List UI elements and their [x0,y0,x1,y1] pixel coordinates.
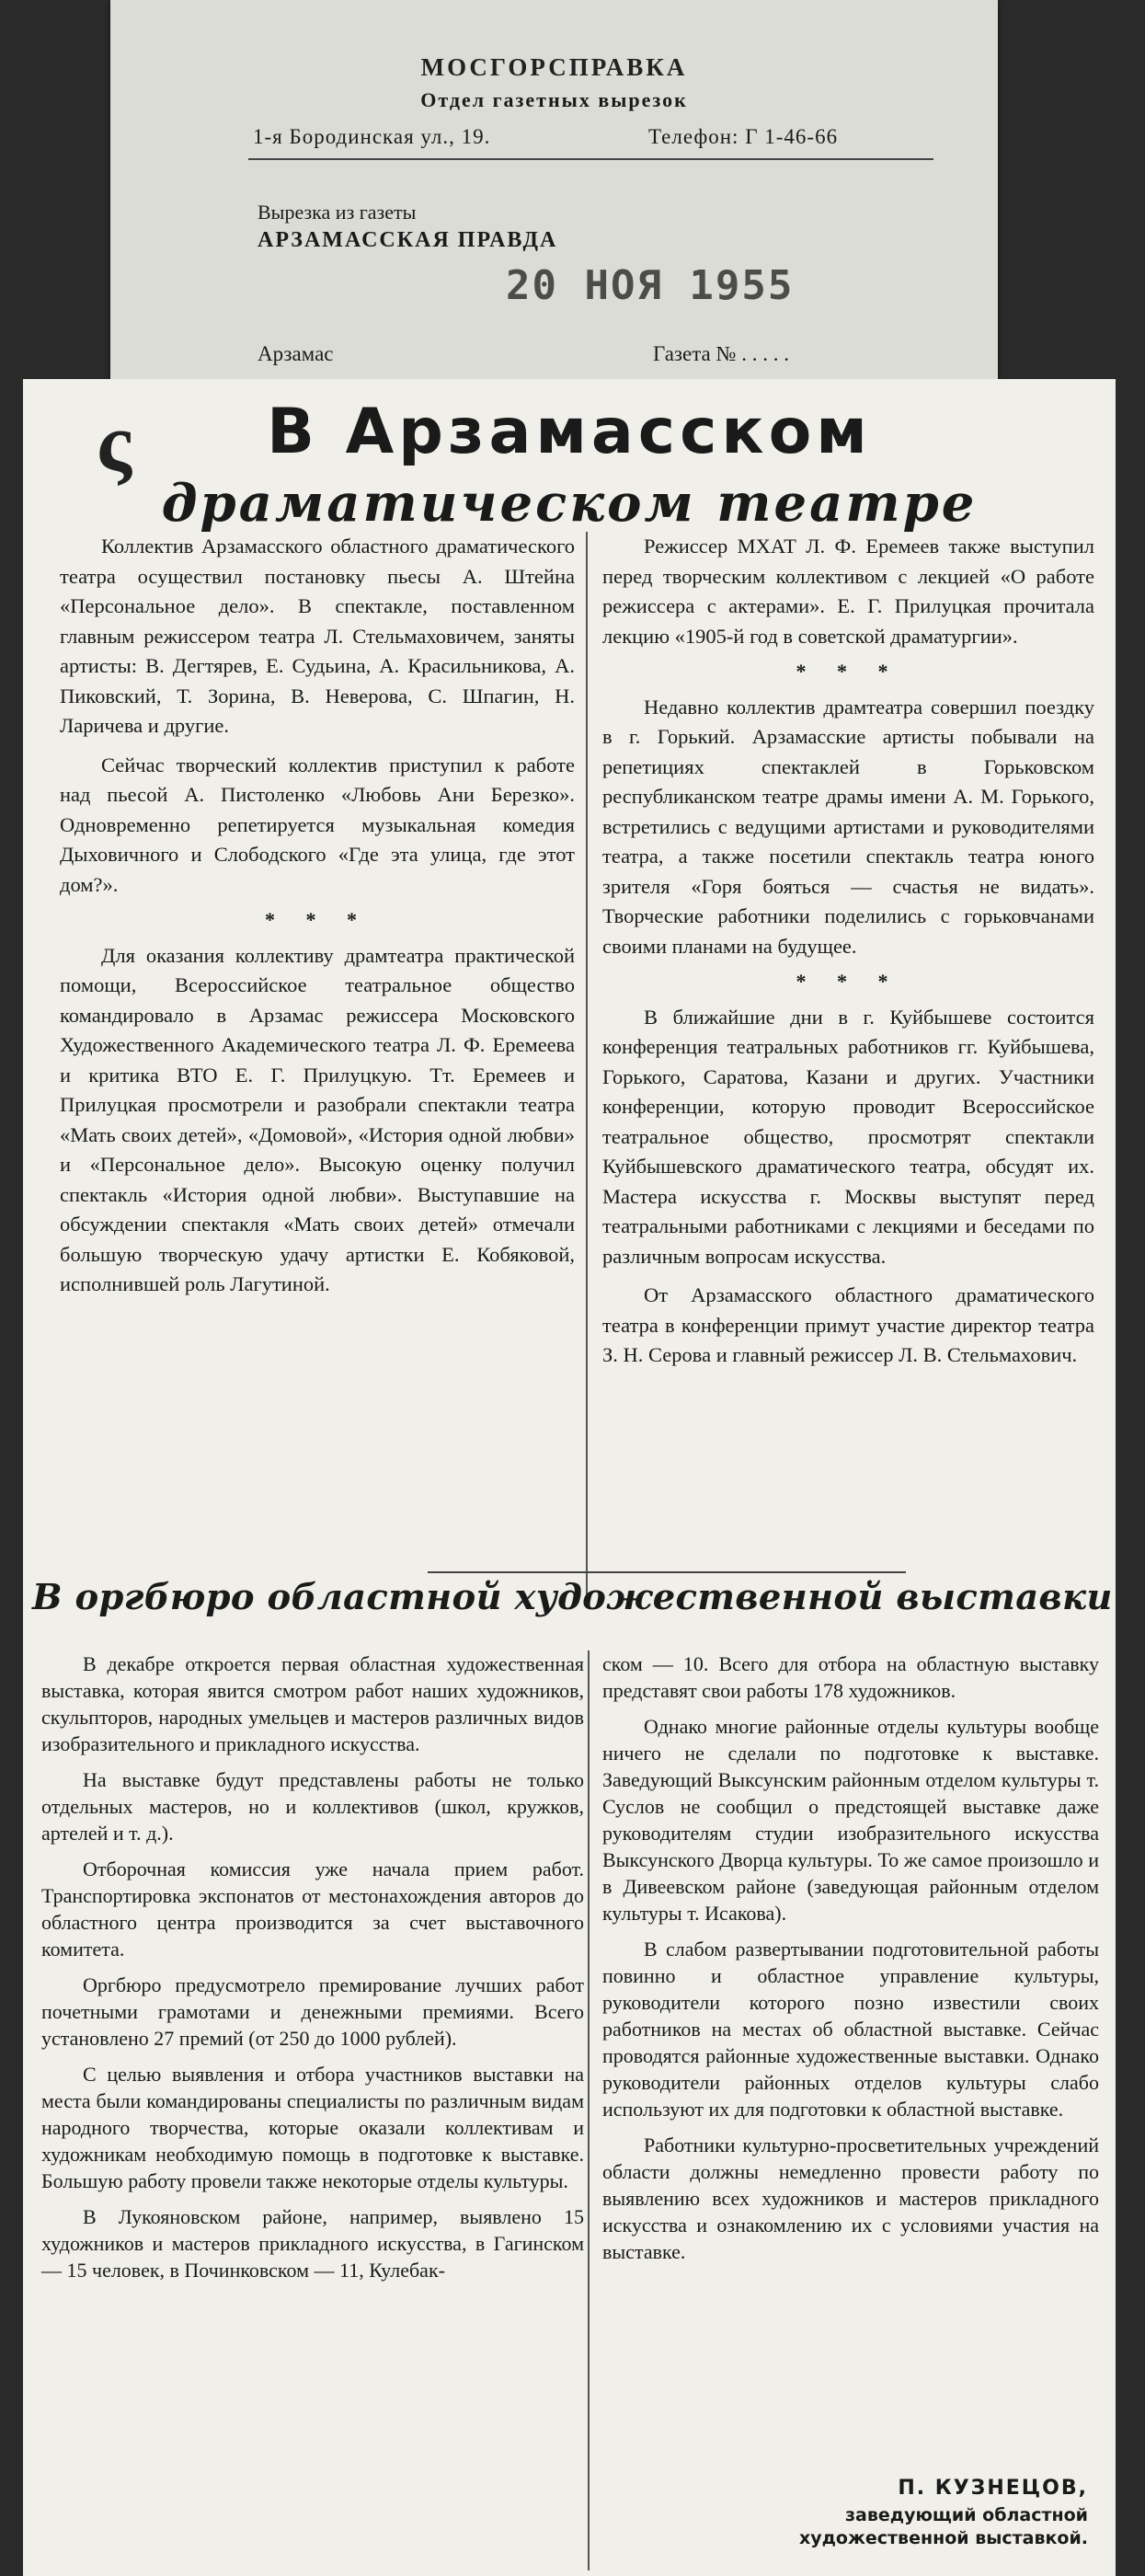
article1-title-line1: В Арзамасском [267,396,872,468]
clipping-from-label: Вырезка из газеты [258,201,417,224]
article-divider [428,1571,906,1573]
pencil-mark: ς [97,397,132,489]
article1-right-column [602,532,1094,1380]
section-separator: * * * [796,660,901,683]
paragraph: От Арзамасского областного драматического театра в конференции примут участие директор театра З. Н. Серова и главный режиссер Л. В. Стельмахович. [602,1283,1094,1366]
section-separator: * * * [796,970,901,993]
header-divider [248,158,933,160]
paragraph: Отборочная комиссия уже начала прием работ. Транспортировка экспонатов от местонахождения авторов до областного центра производится за счет выставочного комитета. [41,1857,584,1961]
paragraph: В декабре откроется первая областная художественная выставка, которая явится смотром работ наших художников, скульпторов, народных умельцев и мастеров различных видов изобразительного и прикладного искусства. [41,1652,584,1755]
city-label: Арзамас [258,342,334,365]
paragraph: В слабом развертывании подготовительной работы повинно и областное управление культуры, руководители которого позно известили своих работников на местах об областной выставке. Сейчас проводятся районные художественные выставки. Однако руководители районных отделов культуры слабо используют их для подготовки к областной выставке. [602,1938,1099,2121]
column-divider [588,1650,590,2570]
newspaper-clipping [23,379,1116,2576]
paragraph: В ближайшие дни в г. Куйбышеве состоится конференция театральных работников гг. Куйбышева, Горького, Саратова, Казани и других. Участники конференции, которую проводит Всероссийское театральное общество, просмотрят спектакли Куйбышевского драматического театра, обсудят их. Мастера искусства г. Москвы выступят перед театральными работниками с лекциями и беседами по различным вопросам искусства. [602,1005,1094,1268]
bureau-address: 1-я Бородинская ул., 19. [253,125,491,148]
bureau-phone: Телефон: Г 1-46-66 [648,125,839,148]
newspaper-number-label: Газета № . . . . . [653,342,789,365]
paragraph: Однако многие районные отделы культуры вообще ничего не сделали по подготовке к выставке. Заведующий Выксунским районным отделом культуры т. Суслов не сообщил о предстоящей выставке даже руководителям студии изобразительного искусства Выксунского Дворца культуры. То же самое произошло и в Дивеевском районе (заведующая районным отделом культуры т. Исакова). [602,1715,1099,1925]
paragraph: Недавно коллектив драмтеатра совершил поездку в г. Горький. Арзамасские артисты побывали на репетициях спектаклей в Горьковском республиканском театре драмы имени А. М. Горького, встретились с ведущими артистами и руководителями театра, а также посетили спектакль театра юного зрителя «Горя бояться — счастья не видать». Творческие работники поделились с горьковчанами своими планами на будущее. [602,695,1094,958]
section-separator: * * * [265,908,370,931]
date-stamp: 20 НОЯ 1955 [506,262,795,309]
paragraph: Работники культурно-просветительных учреждений области должны немедленно провести работу по выявлению всех художников и мастеров прикладного искусства и ознакомлению их с условиями участия на выставке. [602,2133,1099,2263]
paragraph: Коллектив Арзамасского областного драматического театра осуществил постановку пьесы А. Штейна «Персональное дело». В спектакле, поставленном главным режиссером театра Л. Стельмаховичем, заняты артисты: В. Дегтярев, Е. Судьина, А. Красильникова, А. Пиковский, Т. Зорина, В. Неверова, С. Шпагин, Н. Ларичева и другие. [60,535,575,737]
paragraph: Сейчас творческий коллектив приступил к работе над пьесой А. Пистоленко «Любовь Ани Березко». Одновременно репетируется музыкальная комедия Дыховичного и Слободского «Где эта улица, где этот дом?». [60,753,575,896]
paragraph: В Лукояновском районе, например, выявлено 15 художников и мастеров прикладного искусства, в Гагинском — 15 человек, в Починковском — 11, Кулебак- [41,2205,584,2282]
column-divider [586,532,588,1594]
paragraph: На выставке будут представлены работы не только отдельных мастеров, но и коллективов (школ, кружков, артелей и т. д.). [41,1768,584,1845]
article1-title-line2: драматическом театре [161,473,978,534]
article2-left-column [41,1650,584,2293]
paragraph: Для оказания коллективу драмтеатра практической помощи, Всероссийское театральное общество командировало в Арзамас режиссера Московского Художественного Академического театра Л. Ф. Еремеева и критика ВТО Е. Г. Прилуцкую. Тт. Еремеев и Прилуцкая просмотрели и разобрали спектакли театра «Мать своих детей», «Домовой», «История одной любви» и «Персональное дело». Высокую оценку получил спектакль «История одной любви». Выступавшие на обсуждении спектакля «Мать своих детей» отмечали большую творческую удачу артистки Е. Кобяковой, исполнившей роль Лагутиной. [60,943,575,1295]
article2-right-column [602,1650,1099,2274]
newspaper-name: АРЗАМАССКАЯ ПРАВДА [258,228,558,252]
paragraph: С целью выявления и отбора участников выставки на места были командированы специалисты по различным видам народного творчества, которые оказали коллективам и художникам необходимую помощь в подготовке к выставке. Большую работу провели также некоторые отделы культуры. [41,2063,584,2192]
article1-left-column [60,532,575,1309]
bureau-name: МОСГОРСПРАВКА [420,53,688,81]
author-name: П. КУЗНЕЦОВ, [898,2477,1088,2500]
article2-title: В оргбюро областной художественной выставки [32,1577,1113,1618]
department-name: Отдел газетных вырезок [420,88,688,111]
author-role: заведующий областной художественной выставкой. [798,2505,1088,2548]
clipping-bureau-slip [110,0,998,396]
paragraph: Режиссер МХАТ Л. Ф. Еремеев также выступил перед творческим коллективом с лекцией «О работе режиссера с актерами». Е. Г. Прилуцкая прочитала лекцию «1905-й год в советской драматургии». [602,535,1094,648]
paragraph: Оргбюро предусмотрело премирование лучших работ почетными грамотами и денежными премиями. Всего установлено 27 премий (от 250 до 1000 рублей). [41,1973,584,2050]
paragraph: ском — 10. Всего для отбора на областную выставку представят свои работы 178 художников. [602,1652,1099,1702]
